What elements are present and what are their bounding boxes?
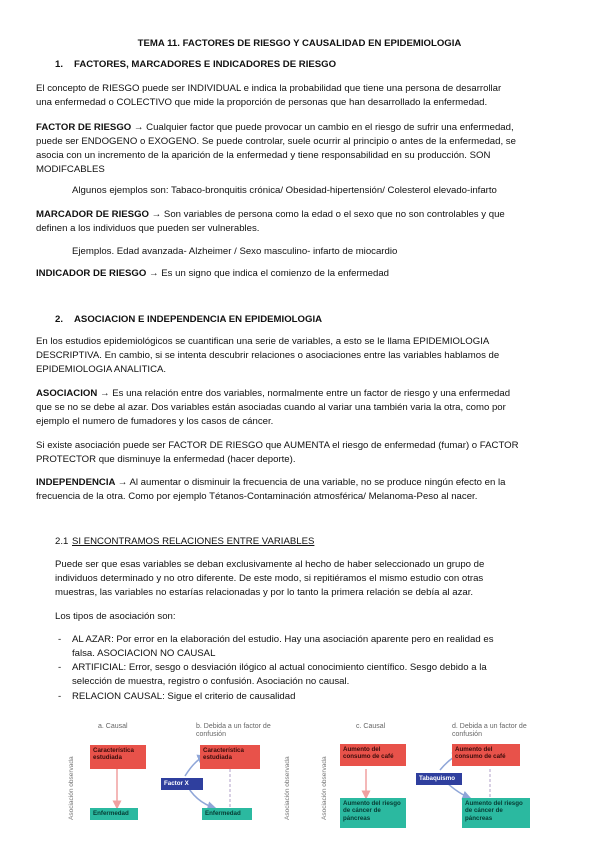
- bullet-text: RELACION CAUSAL: Sigue el criterio de causalidad: [72, 691, 296, 702]
- tipos-intro: Los tipos de asociación son:: [55, 611, 176, 622]
- panel-caption: b. Debida a un factor de confusión: [196, 723, 271, 738]
- factor-riesgo-line: asocia con un incremento de la aparición de la enfermedad y tiene responsabilidad en su producción. SON: [36, 150, 491, 161]
- section2-number: 2.: [55, 314, 64, 325]
- subsection-heading: SI ENCONTRAMOS RELACIONES ENTRE VARIABLES: [72, 536, 315, 547]
- asociacion-line: que se no se debe al azar. Dos variables están asociadas cuando al variar una también varia la otra, como por: [36, 402, 506, 413]
- section2-intro-line: DESCRIPTIVA. En cambio, si se intenta descubrir relaciones o asociaciones entre las variables hablamos de: [36, 350, 500, 361]
- factor-riesgo-line: FACTOR DE RIESGO → Cualquier factor que puede provocar un cambio en el riesgo de sufrir una enfermedad,: [36, 122, 514, 133]
- independencia-label: INDEPENDENCIA →: [36, 477, 128, 488]
- panel-caption: d. Debida a un factor de confusión: [452, 723, 527, 738]
- marcador-riesgo-line: definen a los individuos que pueden ser vulnerables.: [36, 223, 260, 234]
- bullet-dash: -: [58, 634, 62, 645]
- characteristic-box: Característica estudiada: [90, 745, 146, 769]
- subsection-number: 2.1: [55, 536, 69, 547]
- page-title: TEMA 11. FACTORES DE RIESGO Y CAUSALIDAD EN EPIDEMIOLOGIA: [137, 38, 462, 49]
- section1-intro-line: El concepto de RIESGO puede ser INDIVIDUAL e indica la probabilidad que tiene una persona de desarrollar: [36, 83, 502, 94]
- subsection-para-line: muestras, las variables no estarías relacionadas y por lo tanto la primera relación se debía al azar.: [55, 587, 474, 598]
- factor-riesgo-label: FACTOR DE RIESGO →: [36, 122, 144, 133]
- asociacion-extra-line: PROTECTOR que disminuye la enfermedad (hacer deporte).: [36, 454, 296, 465]
- independencia-line: frecuencia de la otra. Como por ejemplo Tétanos-Contaminación atmosférica/ Melanoma-Peso al nacer.: [36, 491, 478, 502]
- asociacion-line: ASOCIACION → Es una relación entre dos variables, normalmente entre un factor de riesgo y una enfermedad: [36, 388, 511, 399]
- characteristic-box: Característica estudiada: [200, 745, 260, 769]
- section1-number: 1.: [55, 59, 64, 70]
- vertical-axis-label: Asociación observada: [68, 756, 75, 820]
- panel-caption: c. Causal: [356, 723, 386, 730]
- section1-heading: FACTORES, MARCADORES E INDICADORES DE RIESGO: [74, 59, 337, 70]
- coffee-box: Aumento del consumo de café: [452, 744, 520, 766]
- section2-intro-line: En los estudios epidemiológicos se cuantifican una serie de variables, a esto se le llama EPIDEMIOLOGIA: [36, 336, 490, 347]
- section2-intro-line: EPIDEMIOLOGIA ANALITICA.: [36, 364, 167, 375]
- coffee-box: Aumento del consumo de café: [340, 744, 406, 766]
- asociacion-label: ASOCIACION →: [36, 388, 110, 399]
- bullet-text: ARTIFICIAL: Error, sesgo o desviación ilógico al actual conocimiento científico. Sesgo debido a la: [72, 662, 487, 673]
- indicador-riesgo-label: INDICADOR DE RIESGO →: [36, 268, 159, 279]
- asociacion-line: ejemplo el numero de fumadores y los casos de cáncer.: [36, 416, 274, 427]
- section1-intro-line: una enfermedad o COLECTIVO que mide la proporción de personas que han desarrollado la enfermedad.: [36, 97, 488, 108]
- section2-heading: ASOCIACION E INDEPENDENCIA EN EPIDEMIOLOGIA: [74, 314, 323, 325]
- vertical-axis-label: Asociación observada: [321, 756, 328, 820]
- confounder-box: Factor X: [161, 778, 203, 790]
- subsection-para-line: Puede ser que esas variables se deban exclusivamente al hecho de haber seleccionado un grupo de: [55, 559, 485, 570]
- factor-riesgo-examples: Algunos ejemplos son: Tabaco-bronquitis crónica/ Obesidad-hipertensión/ Colesterol elevado-infarto: [72, 185, 497, 196]
- bullet-dash: -: [58, 662, 62, 673]
- bullet-dash: -: [58, 691, 62, 702]
- panel-caption: a. Causal: [98, 723, 128, 730]
- marcador-riesgo-line: MARCADOR DE RIESGO → Son variables de persona como la edad o el sexo que no son controlables y que: [36, 209, 505, 220]
- vertical-axis-label: Asociación observada: [284, 756, 291, 820]
- cancer-risk-box: Aumento del riesgo de cáncer de páncreas: [340, 798, 406, 828]
- disease-box: Enfermedad: [202, 808, 252, 820]
- marcador-riesgo-examples: Ejemplos. Edad avanzada- Alzheimer / Sexo masculino- infarto de miocardio: [72, 246, 398, 257]
- asociacion-extra-line: Si existe asociación puede ser FACTOR DE RIESGO que AUMENTA el riesgo de enfermedad (fumar) o FACTOR: [36, 440, 519, 451]
- factor-riesgo-line: MODIFCABLES: [36, 164, 105, 175]
- subsection-para-line: individuos determinado y no otro diferente. De este modo, si repitiéramos el mismo estudio con otras: [55, 573, 484, 584]
- cancer-risk-box: Aumento del riesgo de cáncer de páncreas: [462, 798, 530, 828]
- bullet-text: falsa. ASOCIACION NO CAUSAL: [72, 648, 216, 659]
- disease-box: Enfermedad: [90, 808, 138, 820]
- marcador-riesgo-label: MARCADOR DE RIESGO →: [36, 209, 162, 220]
- confounder-box: Tabaquismo: [416, 773, 462, 785]
- indicador-riesgo-line: INDICADOR DE RIESGO → Es un signo que indica el comienzo de la enfermedad: [36, 268, 390, 279]
- bullet-text: selección de muestra, registro o confusión. Asociación no causal.: [72, 676, 350, 687]
- bullet-text: AL AZAR: Por error en la elaboración del estudio. Hay una asociación aparente pero en realidad es: [72, 634, 494, 645]
- factor-riesgo-line: puede ser ENDOGENO o EXOGENO. Se puede controlar, suele ocurrir al principio o antes de la enfermedad, se: [36, 136, 516, 147]
- independencia-line: INDEPENDENCIA → Al aumentar o disminuir la frecuencia de una variable, no se produce ningún efecto en la: [36, 477, 506, 488]
